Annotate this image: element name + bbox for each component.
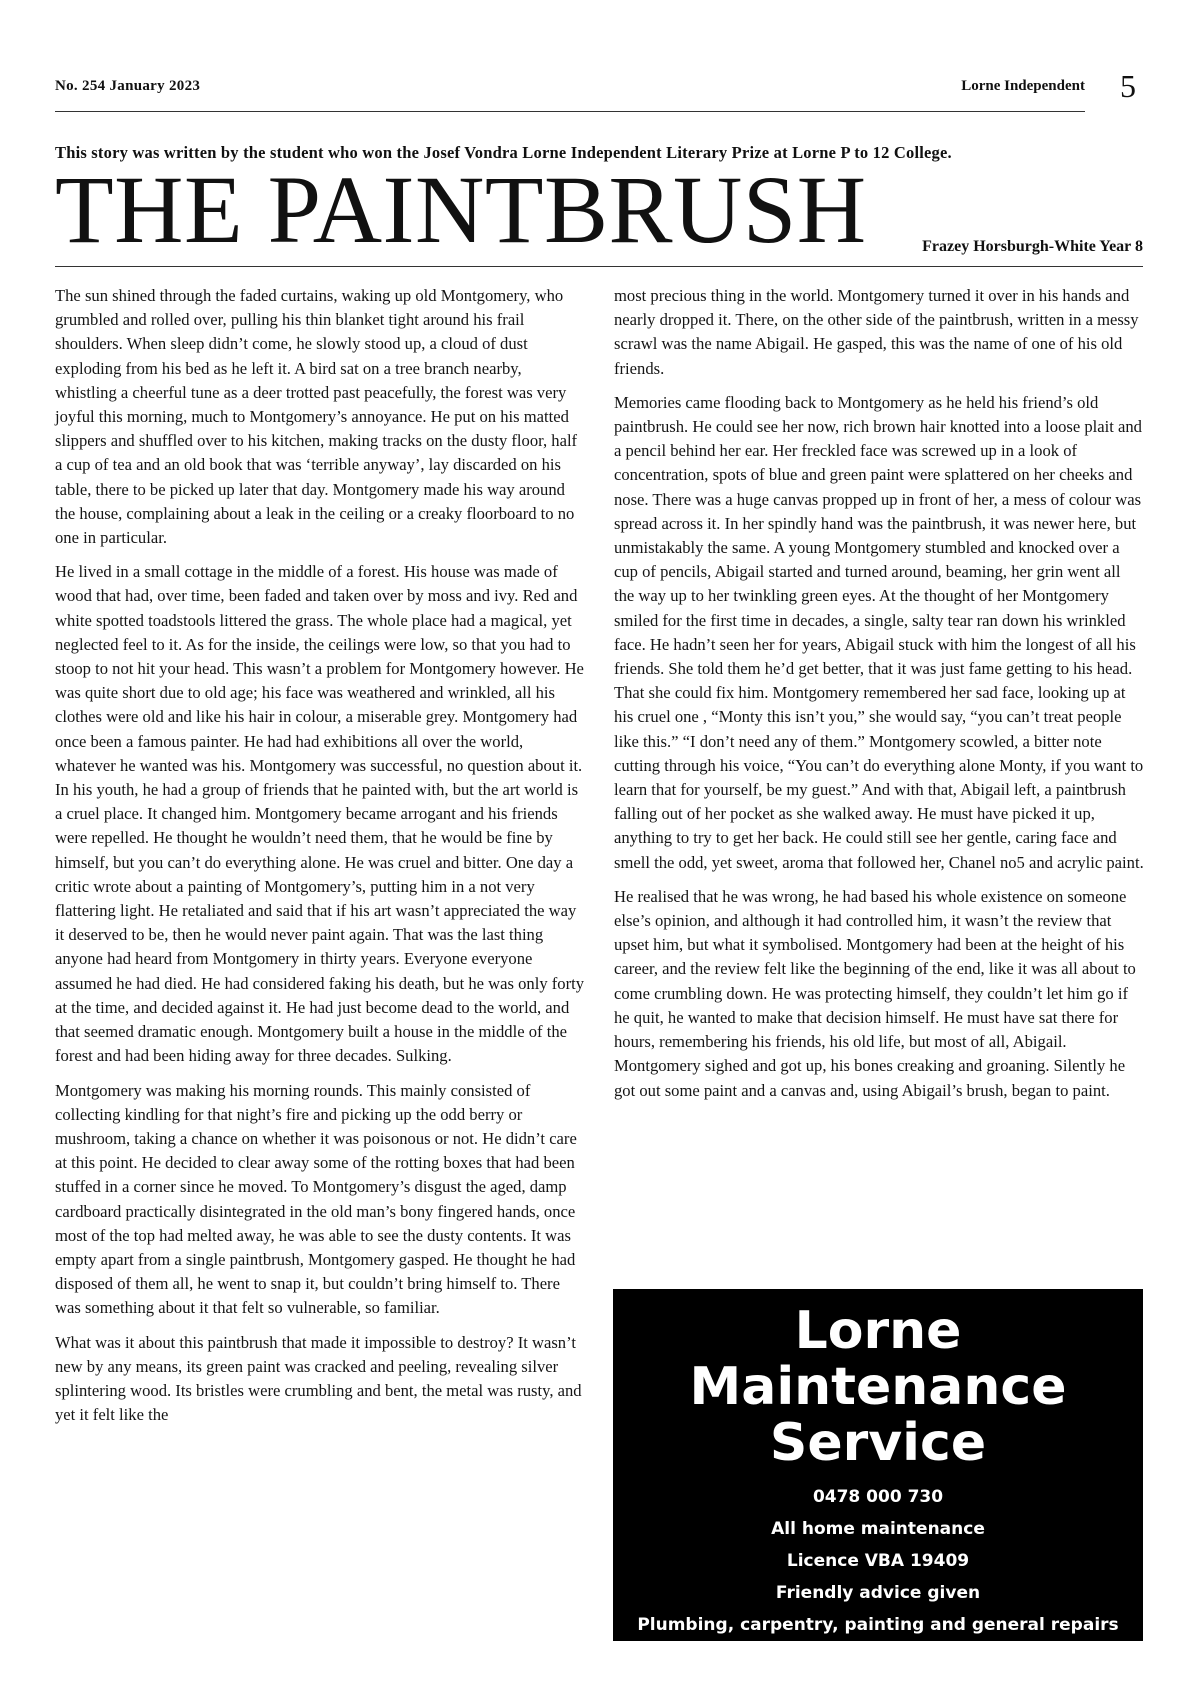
paragraph: Memories came flooding back to Montgomery as he held his friend’s old paintbrush. He could see her now, rich brown hair knotted into a loose plait and a pencil behind her ear. Her freckled face was screwed up in a look of concentration, spots of blue and green paint were splattered on her cheeks and nose. There was a huge canvas propped up in front of her, a mess of colour was spread across it. In her spindly hand was the paintbrush, it was newer here, but unmistakably the same. A young Montgomery stumbled and knocked over a cup of pencils, Abigail started and turned around, beaming, her grin went all the way up to her twinkling green eyes. At the thought of her Montgomery smiled for the first time in decades, a single, salty tear ran down his wrinkled face. He hadn’t seen her for years, Abigail stuck with him the longest of all his friends. She told them he’d get better, that it was just fame getting to his head. That she could fix him. Montgomery remembered her sad face, looking up at his cruel one , “Monty this isn’t you,” she would say, “you can’t treat people like this.” “I don’t need any of them.” Montgomery scowled, a bitter note cutting through his voice, “You can’t do everything alone Monty, if you want to learn that for yourself, be my guest.” And with that, Abigail left, a paintbrush falling out of her pocket as she walked away. He must have picked it up, anything to try to get her back. He could still see her gentle, caring face and smell the odd, yet sweet, aroma that followed her, Chanel no5 and acrylic paint.	[614, 392, 1144, 872]
paragraph: What was it about this paintbrush that made it impossible to destroy? It wasn’t new by any means, its green paint was cracked and peeling, revealing silver splintering wood. Its bristles were crumbling and bent, the metal was rusty, and yet it felt like the	[55, 1332, 582, 1425]
article-title: THE PAINTBRUSH	[55, 156, 867, 263]
paragraph: He realised that he was wrong, he had based his whole existence on someone else’s opinion, and although it had controlled him, it wasn’t the review that upset him, but what it symbolised. Montgomery had been at the height of his career, and the review felt like the beginning of the end, like it was all about to come crumbling down. He was protecting himself, they couldn’t let him go if he quit, he wanted to make that decision himself. He must have sat there for hours, remembering his friends, his old life, but most of all, Abigail. Montgomery sighed and got up, his bones creaking and groaning. Silently he got out some paint and a canvas and, using Abigail’s brush, began to paint.	[614, 886, 1136, 1100]
ad-name-line: Lorne	[794, 1301, 962, 1361]
ad-phone: 0478 000 730	[812, 1487, 944, 1507]
ad-business-name	[613, 1303, 1143, 1471]
page-header	[55, 75, 1085, 112]
ad-line: Plumbing, carpentry, painting and general repairs	[637, 1615, 1119, 1635]
paragraph: The sun shined through the faded curtains, waking up old Montgomery, who grumbled and rolled over, pulling his thin blanket tight around his frail shoulders. When sleep didn’t come, he slowly stood up, a cloud of dust exploding from his bed as he left it. A bird sat on a tree branch nearby, whistling a cheerful tune as a deer trotted past peacefully, the forest was very joyful this morning, much to Montgomery’s annoyance. He put on his matted slippers and shuffled over to his kitchen, making tracks on the dusty floor, half a cup of tea and an old book that was ‘terrible anyway’, lay discarded on his table, there to be picked up later that day. Montgomery made his way around the house, complaining about a leak in the ceiling or a creaky floorboard to no one in particular.	[55, 286, 578, 548]
ad-line: Friendly advice given	[775, 1583, 981, 1603]
ad-name-line: Service	[769, 1413, 987, 1473]
intro-note: This story was written by the student who won the Josef Vondra Lorne Independent Literary Prize at Lorne P to 12 College.	[55, 143, 952, 162]
right-column	[614, 284, 1144, 1113]
paragraph: Montgomery was making his morning rounds. This mainly consisted of collecting kindling for that night’s fire and picking up the odd berry or mushroom, taking a chance on whether it was poisonous or not. He didn’t care at this point. He decided to clear away some of the rotting boxes that had been stuffed in a corner since he moved. To Montgomery’s disgust the aged, damp cardboard practically disintegrated in the old man’s bony fingered hands, once most of the top had melted away, he was able to see the dusty contents. It was empty apart from a single paintbrush, Montgomery gasped. He thought he had disposed of them all, he went to snap it, but couldn’t bring himself to. There was something about it that felt so vulnerable, so familiar.	[55, 1080, 577, 1318]
paragraph: He lived in a small cottage in the middle of a forest. His house was made of wood that had, over time, been faded and taken over by moss and ivy. Red and white spotted toadstools littered the grass. The whole place had a magical, yet neglected feel to it. As for the inside, the ceilings were low, so that you had to stoop to not hit your head. This wasn’t a problem for Montgomery however. He was quite short due to old age; his face was weathered and wrinkled, all his clothes were old and like his hair in colour, a miserable grey. Montgomery had once been a famous painter. He had had exhibitions all over the world, whatever he wanted was his. Montgomery was successful, no question about it. In his youth, he had a group of friends that he painted with, but the art world is a cruel place. It changed him. Montgomery became arrogant and his friends were repelled. He thought he wouldn’t need them, that he would be fine by himself, but you can’t do everything alone. He was cruel and bitter. One day a critic wrote about a painting of Montgomery’s, putting him in a not very flattering light. He retaliated and said that if his art wasn’t appreciated the way it deserved to be, then he would never paint again. That was the last thing anyone had heard from Montgomery in thirty years. Everyone everyone assumed he had died. He had considered faking his death, but he was only forty at the time, and decided against it. He had just become dead to the world, and that seemed dramatic enough. Montgomery built a house in the middle of the forest and had been hiding away for three decades. Sulking.	[55, 562, 585, 1066]
issue-date: No. 254 January 2023	[55, 78, 201, 94]
byline: Frazey Horsburgh-White Year 8	[922, 238, 1143, 255]
ad-line: Licence VBA 19409	[786, 1551, 970, 1571]
paragraph: most precious thing in the world. Montgomery turned it over in his hands and nearly dropped it. There, on the other side of the paintbrush, written in a messy scrawl was the name Abigail. He gasped, this was the name of one of his old friends.	[614, 286, 1139, 378]
page-number: 5	[1120, 68, 1136, 104]
title-row	[55, 156, 1143, 267]
ad-name-line: Maintenance	[689, 1357, 1067, 1417]
ad-line: All home maintenance	[771, 1519, 985, 1539]
left-column	[55, 284, 587, 1437]
maintenance-advertisement	[613, 1289, 1143, 1641]
masthead: Lorne Independent	[961, 78, 1085, 94]
